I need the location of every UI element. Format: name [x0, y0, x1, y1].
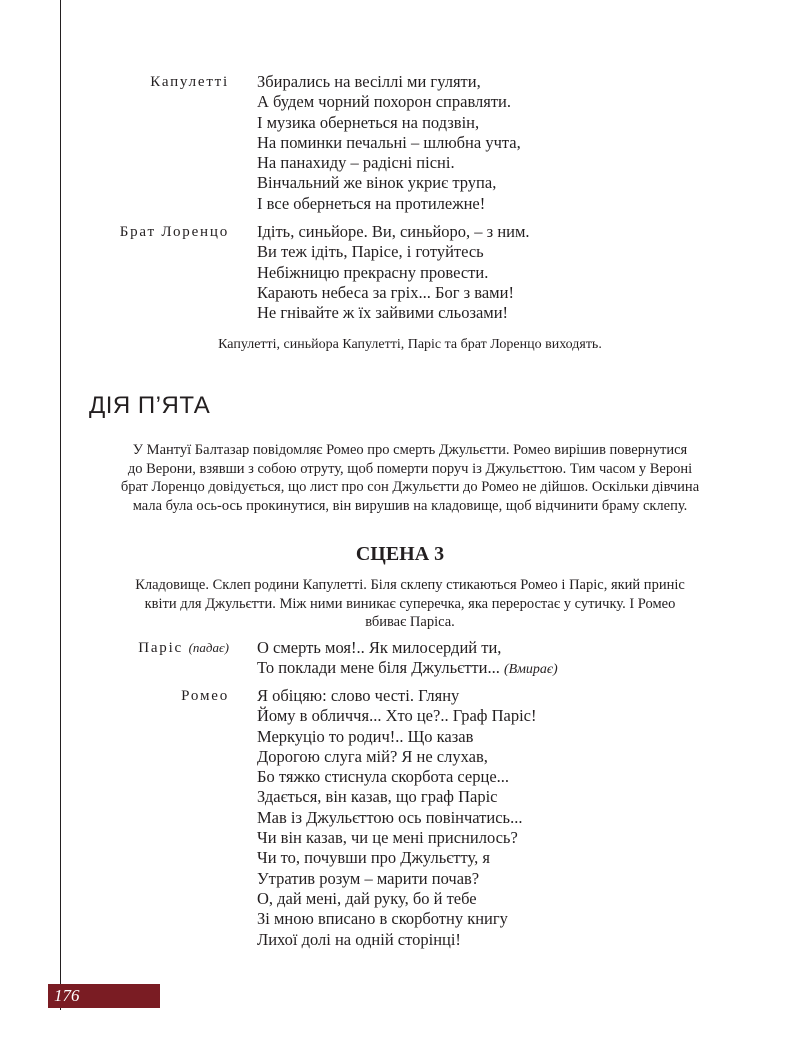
verse-line: Зі мною вписано в скорботну книгу — [257, 909, 508, 929]
speech-lines — [257, 686, 537, 950]
act-title: ДІЯ П’ЯТА — [89, 392, 211, 419]
verse-line: Йому в обличчя... Хто це?.. Граф Паріс! — [257, 706, 537, 726]
verse-line: Меркуціо то родич!.. Що казав — [257, 726, 474, 746]
speech-lines — [257, 638, 558, 681]
speaker-name: Брат Лоренцо — [119, 224, 229, 240]
verse-line: Бо тяжко стиснула скорбота серце... — [257, 767, 510, 787]
description-line: Кладовище. Склеп родини Капулетті. Біля склепу стикаються Ромео і Паріс, який приніс — [135, 577, 685, 593]
speech-lorenzo — [0, 222, 530, 323]
speech-lines — [257, 222, 530, 323]
verse-line: Збирались на весіллі ми гуляти, — [257, 72, 481, 91]
verse-line: Ідіть, синьйоре. Ви, синьйоро, – з ним. — [257, 222, 530, 241]
speech-lines — [257, 72, 521, 214]
stage-direction: Капулетті, синьйора Капулетті, Паріс та брат Лоренцо виходять. — [218, 337, 602, 352]
verse-line: На поминки печальні – шлюбна учта, — [257, 132, 521, 152]
summary-line: мала була ось-ось прокинутися, він вирушив на кладовище, щоб відчинити браму склепу. — [132, 497, 688, 514]
scene-title: СЦЕНА 3 — [355, 543, 445, 565]
summary-line: до Верони, взявши з собою отруту, щоб померти поруч із Джульєттою. Тим часом у Вероні — [127, 460, 693, 477]
verse-line: Небіжницю прекрасну провести. — [257, 262, 489, 282]
stage-note: (падає) — [188, 640, 229, 655]
verse-line — [257, 658, 558, 680]
verse-line: Вінчальний же вінок укриє трупа, — [257, 173, 497, 193]
verse-line: І все обернеться на протилежне! — [257, 193, 486, 213]
summary-line: У Мантуї Балтазар повідомляє Ромео про смерть Джульєтти. Ромео вирішив повернутися — [132, 442, 688, 458]
page-number: 176 — [54, 986, 80, 1005]
verse-line: Дорогою слуга мій? Я не слухав, — [257, 746, 488, 766]
verse-line: О, дай мені, дай руку, бо й тебе — [257, 888, 477, 908]
verse-line: Я обіцяю: слово честі. Гляну — [257, 686, 460, 705]
verse-line: Лихої долі на одній сторінці! — [257, 929, 461, 949]
verse-line: Утратив розум – марити почав? — [257, 868, 480, 888]
verse-line: Карають небеса за гріх... Бог з вами! — [257, 282, 514, 302]
speech-paris — [0, 638, 558, 681]
speech-capuletti — [0, 72, 521, 214]
verse-line: Не гнівайте ж їх зайвими сльозами! — [257, 303, 509, 323]
speaker-label: Паріс — [138, 640, 184, 656]
verse-line: А будем чорний похорон справляти. — [257, 92, 512, 112]
verse-line: І музика обернеться на подзвін, — [257, 112, 480, 132]
speaker-name — [0, 638, 257, 681]
verse-line: На панахиду – радісні пісні. — [257, 153, 455, 173]
stage-note: (Вмирає) — [503, 662, 558, 678]
scene-description — [82, 576, 738, 632]
description-line: квіти для Джульєтти. Між ними виникає суперечка, яка переростає у сутичку. І Ромео — [144, 595, 676, 612]
act-summary — [82, 441, 738, 515]
verse-line: Ви теж ідіть, Парісе, і готуйтесь — [257, 242, 484, 262]
verse-text: То поклади мене біля Джульєтти... — [257, 658, 500, 678]
verse-line: Мав із Джульєттою ось повінчатись... — [257, 807, 523, 827]
verse-line: Здається, він казав, що граф Паріс — [257, 787, 498, 807]
speech-romeo — [0, 686, 537, 950]
speaker-name: Капулетті — [150, 74, 229, 90]
verse-line: Чи то, почувши про Джульєтту, я — [257, 848, 490, 868]
verse-line: О смерть моя!.. Як милосердий ти, — [257, 638, 502, 657]
verse-line: Чи він казав, чи це мені приснилось? — [257, 828, 518, 848]
description-line: вбиває Паріса. — [365, 614, 455, 630]
summary-line: брат Лоренцо довідується, що лист про сон Джульєтти до Ромео не дійшов. Оскільки дівчина — [120, 479, 700, 495]
speaker-name: Ромео — [181, 688, 229, 704]
